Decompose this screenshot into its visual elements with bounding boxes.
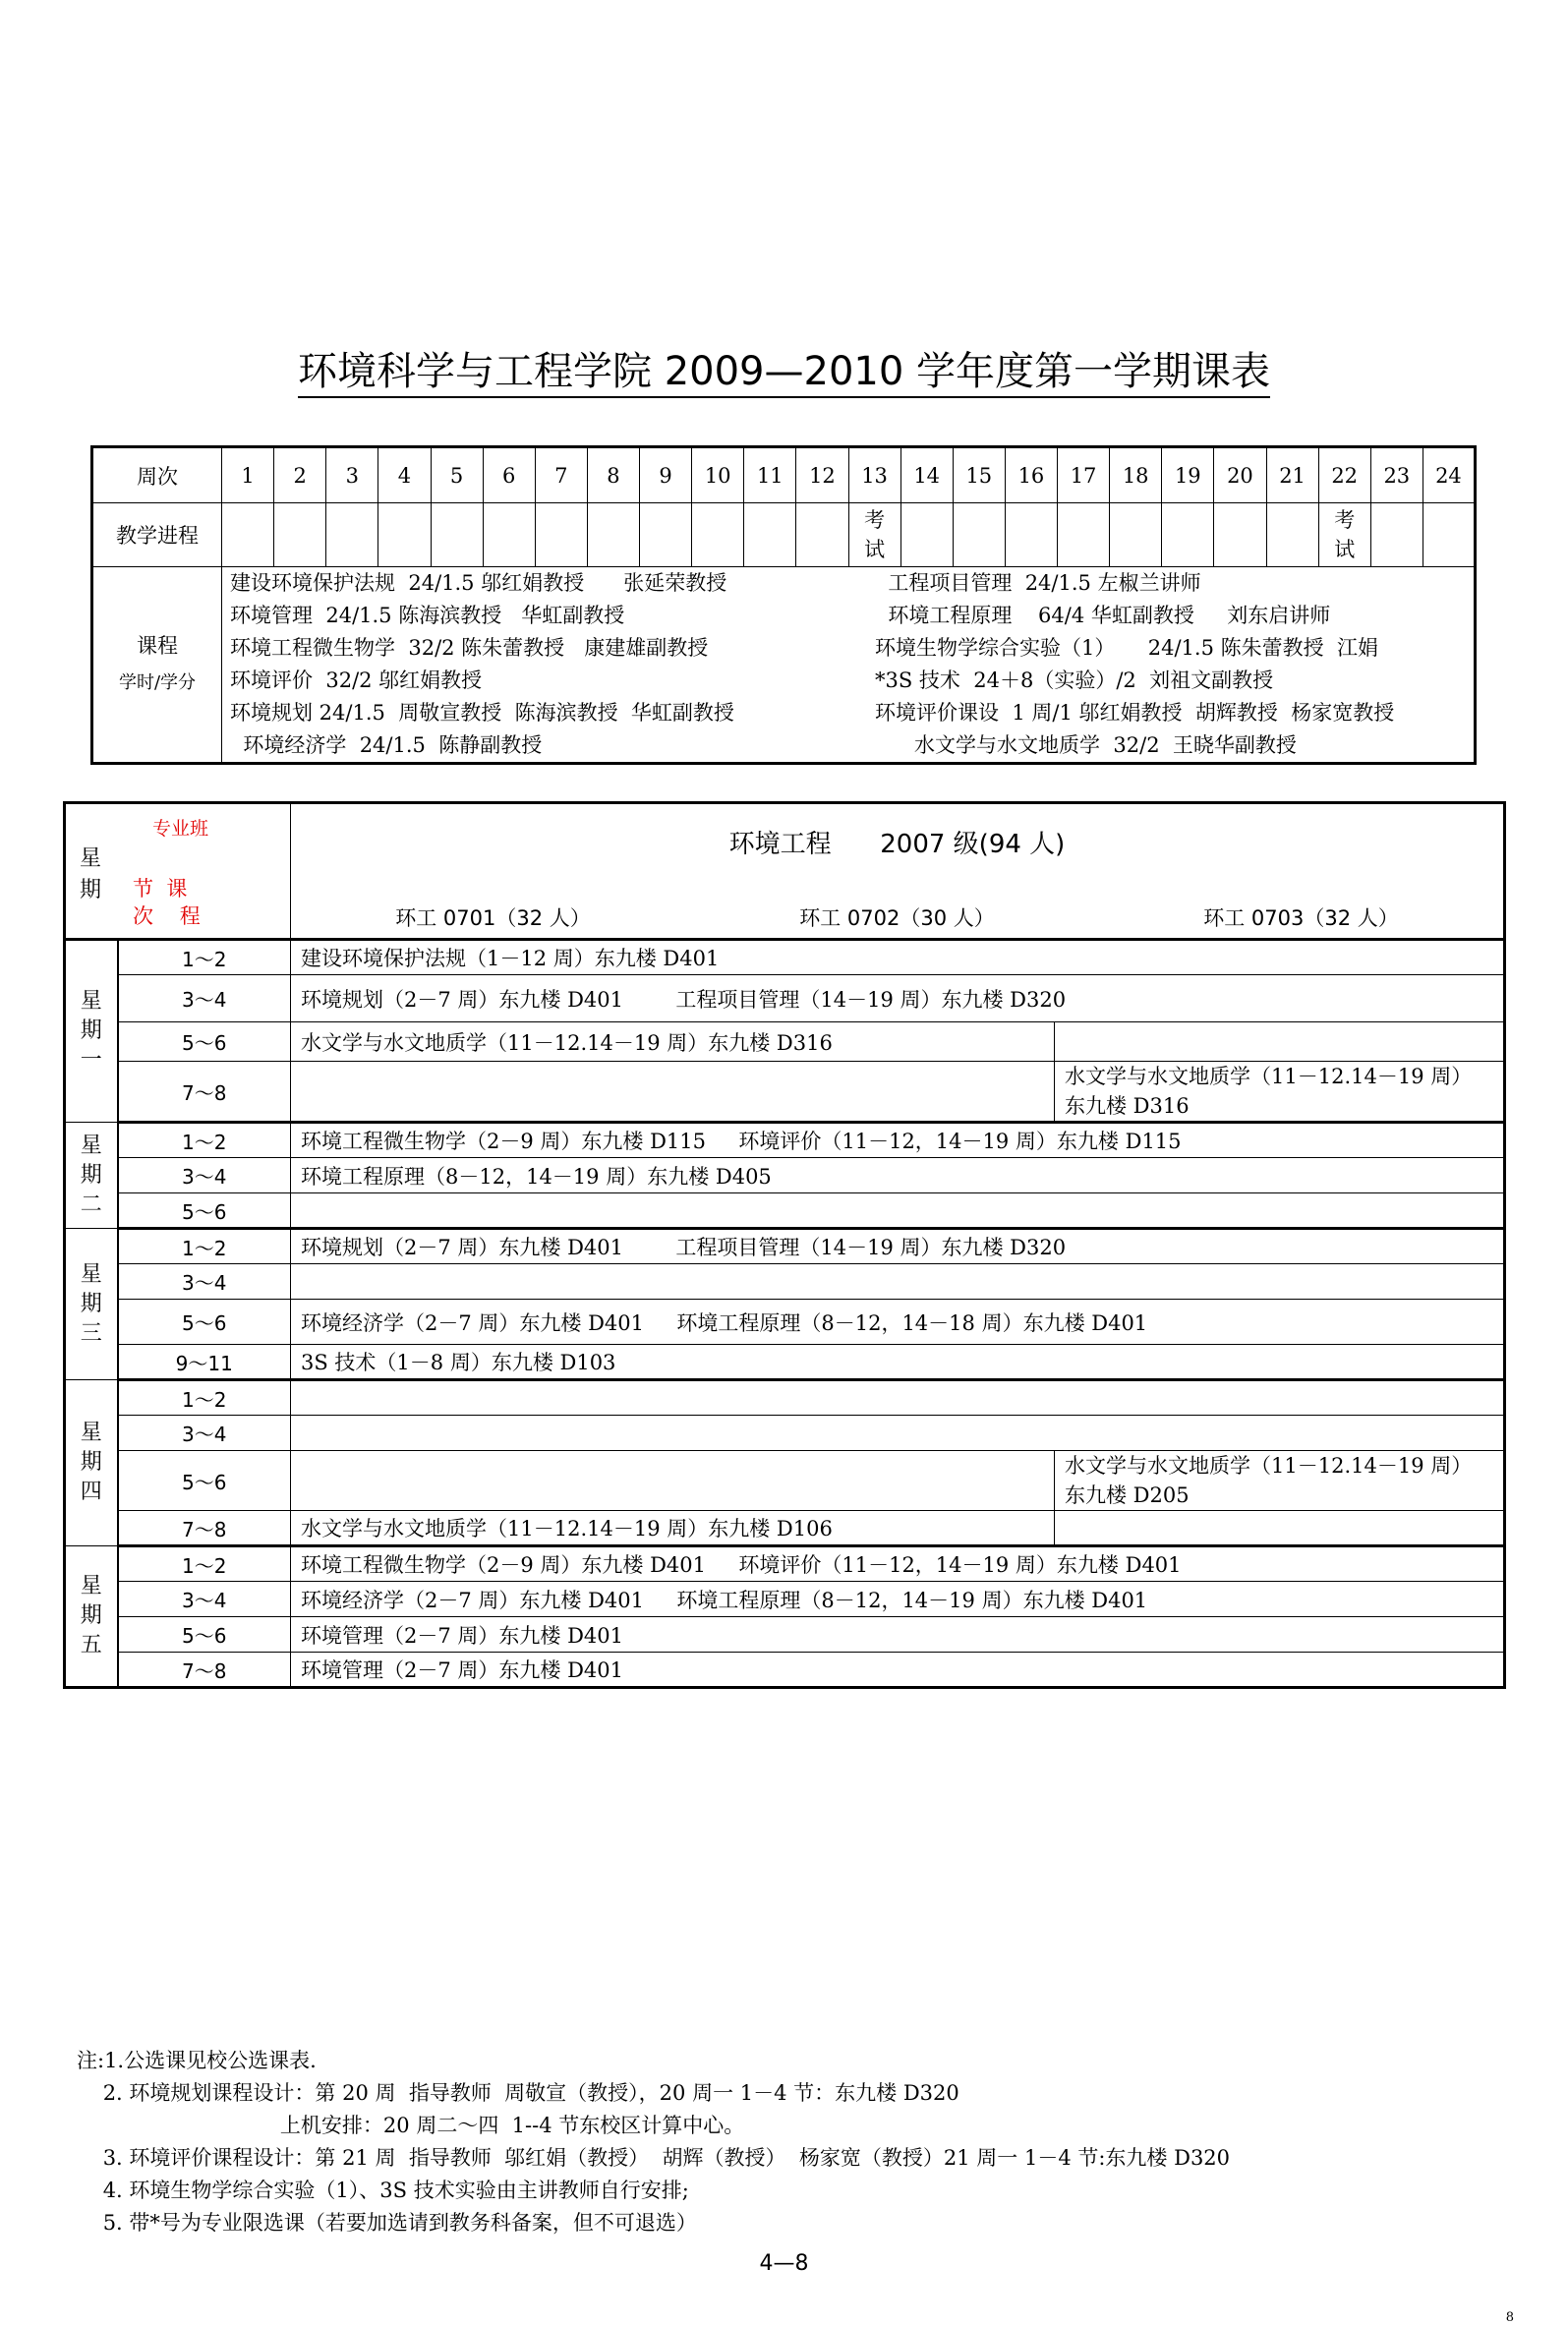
class-entry-right	[1055, 1511, 1505, 1546]
schedule-row	[65, 1345, 1505, 1380]
week-7: 7	[535, 447, 587, 503]
session-cell: 7～8	[118, 1653, 291, 1688]
course-entry-left: 建设环境保护法规 24/1.5 邬红娟教授 张延荣教授	[230, 571, 727, 595]
progress-week-16	[1005, 503, 1057, 567]
week-20: 20	[1214, 447, 1266, 503]
progress-week-15	[953, 503, 1005, 567]
schedule-row	[65, 940, 1505, 975]
class-entry-left	[291, 1062, 1055, 1123]
course-entry-left: 环境管理 24/1.5 陈海滨教授 华虹副教授	[230, 604, 625, 627]
course-entry-left: 环境规划 24/1.5 周敬宣教授 陈海滨教授 华虹副教授	[230, 701, 734, 725]
week-22: 22	[1318, 447, 1370, 503]
page-title: 环境科学与工程学院 2009—2010 学年度第一学期课表	[0, 346, 1568, 397]
schedule-row	[65, 1511, 1505, 1546]
week-label: 周次	[92, 447, 222, 503]
weekly-schedule-table	[63, 801, 1506, 1689]
schedule-row	[65, 1653, 1505, 1688]
course-list	[222, 567, 1476, 764]
weekday-cell: 星 期 五	[65, 1546, 118, 1688]
schedule-row	[65, 1617, 1505, 1653]
course-overview-table	[90, 445, 1477, 765]
week-8: 8	[587, 447, 639, 503]
class-entry	[291, 1416, 1505, 1451]
progress-week-8	[587, 503, 639, 567]
progress-week-1	[222, 503, 274, 567]
session-cell: 3～4	[118, 975, 291, 1022]
course-label-cell	[92, 567, 222, 764]
week-3: 3	[326, 447, 378, 503]
course-line	[222, 729, 1474, 762]
course-entry-right: 工程项目管理 24/1.5 左椒兰讲师	[875, 571, 1201, 595]
progress-week-19	[1162, 503, 1214, 567]
weekday-cell: 星 期 四	[65, 1380, 118, 1546]
session-cell: 7～8	[118, 1062, 291, 1123]
class-entry: 环境经济学（2－7 周）东九楼 D401 环境工程原理（8－12，14－18 周）东九楼 D401	[291, 1300, 1505, 1345]
course-row	[92, 567, 1476, 764]
week-10: 10	[692, 447, 744, 503]
class-entry-left: 水文学与水文地质学（11－12.14－19 周）东九楼 D106	[291, 1511, 1055, 1546]
week-row	[92, 447, 1476, 503]
progress-label: 教学进程	[92, 503, 222, 567]
progress-week-20	[1214, 503, 1266, 567]
class-entry-right: 水文学与水文地质学（11－12.14－19 周） 东九楼 D316	[1055, 1062, 1505, 1123]
session-cell: 1～2	[118, 1123, 291, 1158]
week-15: 15	[953, 447, 1005, 503]
week-9: 9	[640, 447, 692, 503]
course-entry-left: 环境经济学 24/1.5 陈静副教授	[230, 733, 543, 757]
major-class-header: 专业班	[152, 818, 209, 840]
progress-week-4	[378, 503, 431, 567]
class-0703: 环工 0703（32 人）	[1203, 906, 1399, 930]
progress-week-21	[1266, 503, 1318, 567]
course-sublabel: 学时/学分	[118, 672, 197, 693]
course-line	[222, 600, 1474, 632]
grade-header	[291, 803, 1505, 940]
schedule-row	[65, 1158, 1505, 1193]
schedule-row	[65, 1123, 1505, 1158]
schedule-row	[65, 1416, 1505, 1451]
course-entry-right: 水文学与水文地质学 32/2 王晓华副教授	[875, 733, 1297, 757]
note-line: 3. 环境评价课程设计：第 21 周 指导教师 邬红娟（教授） 胡辉（教授） 杨家宽（教授）21 周一 1－4 节:东九楼 D320	[77, 2146, 1231, 2170]
course-line	[222, 697, 1474, 729]
class-entry-right	[1055, 1022, 1505, 1062]
progress-week-7	[535, 503, 587, 567]
course-line	[222, 632, 1474, 665]
progress-week-2	[274, 503, 326, 567]
session-cell: 5～6	[118, 1193, 291, 1229]
class-0702: 环工 0702（30 人）	[799, 906, 995, 930]
class-entry: 环境工程微生物学（2－9 周）东九楼 D115 环境评价（11－12，14－19 周）东九楼 D115	[291, 1123, 1505, 1158]
grade-title: 环境工程 2007 级(94 人)	[728, 830, 1066, 859]
schedule-row	[65, 1062, 1505, 1123]
class-entry: 环境规划（2－7 周）东九楼 D401 工程项目管理（14－19 周）东九楼 D320	[291, 1229, 1505, 1264]
week-13: 13	[848, 447, 900, 503]
week-4: 4	[378, 447, 431, 503]
progress-row	[92, 503, 1476, 567]
class-list	[291, 902, 1503, 932]
progress-week-14	[900, 503, 953, 567]
session-cell: 1～2	[118, 1546, 291, 1582]
class-0701: 环工 0701（32 人）	[395, 906, 591, 930]
session-cell: 3～4	[118, 1416, 291, 1451]
week-23: 23	[1370, 447, 1423, 503]
week-2: 2	[274, 447, 326, 503]
session-course-header: 节 课 次 程	[133, 877, 201, 928]
week-24: 24	[1423, 447, 1475, 503]
schedule-row	[65, 1451, 1505, 1511]
weekday-cell: 星 期 三	[65, 1229, 118, 1380]
week-17: 17	[1058, 447, 1110, 503]
note-line: 5. 带*号为专业限选课（若要加选请到教务科备案，但不可退选）	[77, 2211, 697, 2235]
note-line: 2. 环境规划课程设计：第 20 周 指导教师 周敬宣（教授），20 周一 1－4 节：东九楼 D320	[77, 2081, 959, 2105]
corner-page-number: 8	[1505, 2310, 1514, 2325]
class-entry: 环境工程微生物学（2－9 周）东九楼 D401 环境评价（11－12，14－19 周）东九楼 D401	[291, 1546, 1505, 1582]
progress-week-9	[640, 503, 692, 567]
session-cell: 3～4	[118, 1158, 291, 1193]
course-line	[222, 567, 1474, 600]
session-cell: 1～2	[118, 1229, 291, 1264]
week-1: 1	[222, 447, 274, 503]
session-cell: 3～4	[118, 1582, 291, 1617]
week-16: 16	[1005, 447, 1057, 503]
week-19: 19	[1162, 447, 1214, 503]
schedule-header-row	[65, 803, 1505, 940]
progress-week-12	[796, 503, 848, 567]
progress-week-18	[1110, 503, 1162, 567]
class-entry	[291, 1264, 1505, 1300]
class-entry-left: 水文学与水文地质学（11－12.14－19 周）东九楼 D316	[291, 1022, 1055, 1062]
session-cell: 5～6	[118, 1300, 291, 1345]
schedule-row	[65, 1022, 1505, 1062]
course-entry-left: 环境工程微生物学 32/2 陈朱蕾教授 康建雄副教授	[230, 636, 709, 660]
notes	[77, 2045, 1230, 2239]
schedule-row	[65, 1264, 1505, 1300]
week-5: 5	[431, 447, 483, 503]
schedule-row	[65, 1193, 1505, 1229]
week-12: 12	[796, 447, 848, 503]
course-entry-right: 环境生物学综合实验（1） 24/1.5 陈朱蕾教授 江娟	[875, 636, 1378, 660]
schedule-row	[65, 975, 1505, 1022]
class-entry: 3S 技术（1－8 周）东九楼 D103	[291, 1345, 1505, 1380]
class-entry-right: 水文学与水文地质学（11－12.14－19 周） 东九楼 D205	[1055, 1451, 1505, 1511]
class-entry: 环境工程原理（8－12，14－19 周）东九楼 D405	[291, 1158, 1505, 1193]
progress-week-11	[744, 503, 796, 567]
session-cell: 1～2	[118, 1380, 291, 1416]
progress-week-17	[1058, 503, 1110, 567]
class-entry: 环境管理（2－7 周）东九楼 D401	[291, 1653, 1505, 1688]
progress-week-3	[326, 503, 378, 567]
schedule-row	[65, 1582, 1505, 1617]
progress-week-13: 考 试	[848, 503, 900, 567]
schedule-row	[65, 1546, 1505, 1582]
week-6: 6	[483, 447, 535, 503]
week-18: 18	[1110, 447, 1162, 503]
class-entry	[291, 1380, 1505, 1416]
week-11: 11	[744, 447, 796, 503]
corner-header	[65, 803, 291, 940]
class-entry: 环境经济学（2－7 周）东九楼 D401 环境工程原理（8－12，14－19 周）东九楼 D401	[291, 1582, 1505, 1617]
class-entry: 建设环境保护法规（1－12 周）东九楼 D401	[291, 940, 1505, 975]
course-entry-right: 环境工程原理 64/4 华虹副教授 刘东启讲师	[875, 604, 1331, 627]
note-line: 注:1.公选课见校公选课表.	[77, 2049, 317, 2072]
class-entry: 环境规划（2－7 周）东九楼 D401 工程项目管理（14－19 周）东九楼 D320	[291, 975, 1505, 1022]
session-cell: 5～6	[118, 1451, 291, 1511]
progress-week-6	[483, 503, 535, 567]
course-line	[222, 665, 1474, 697]
course-entry-left: 环境评价 32/2 邬红娟教授	[230, 668, 483, 692]
page-number: 4—8	[759, 2251, 809, 2276]
schedule-row	[65, 1229, 1505, 1264]
week-21: 21	[1266, 447, 1318, 503]
class-entry	[291, 1193, 1505, 1229]
progress-week-23	[1370, 503, 1423, 567]
session-cell: 5～6	[118, 1617, 291, 1653]
session-cell: 9～11	[118, 1345, 291, 1380]
progress-week-24	[1423, 503, 1475, 567]
session-cell: 1～2	[118, 940, 291, 975]
course-entry-right: 环境评价课设 1 周/1 邬红娟教授 胡辉教授 杨家宽教授	[875, 701, 1395, 725]
weekday-header: 星 期	[80, 846, 102, 902]
schedule-row	[65, 1300, 1505, 1345]
progress-week-22: 考 试	[1318, 503, 1370, 567]
session-cell: 5～6	[118, 1022, 291, 1062]
progress-week-10	[692, 503, 744, 567]
note-line: 4. 环境生物学综合实验（1）、3S 技术实验由主讲教师自行安排;	[77, 2179, 689, 2202]
class-entry-left	[291, 1451, 1055, 1511]
course-entry-right: *3S 技术 24＋8（实验）/2 刘祖文副教授	[875, 668, 1274, 692]
class-entry: 环境管理（2－7 周）东九楼 D401	[291, 1617, 1505, 1653]
week-14: 14	[900, 447, 953, 503]
weekday-cell: 星 期 二	[65, 1123, 118, 1229]
schedule-row	[65, 1380, 1505, 1416]
weekday-cell: 星 期 一	[65, 940, 118, 1123]
note-line: 上机安排：20 周二～四 1--4 节东校区计算中心。	[77, 2114, 745, 2137]
session-cell: 7～8	[118, 1511, 291, 1546]
session-cell: 3～4	[118, 1264, 291, 1300]
progress-week-5	[431, 503, 483, 567]
course-label: 课程	[137, 634, 178, 658]
